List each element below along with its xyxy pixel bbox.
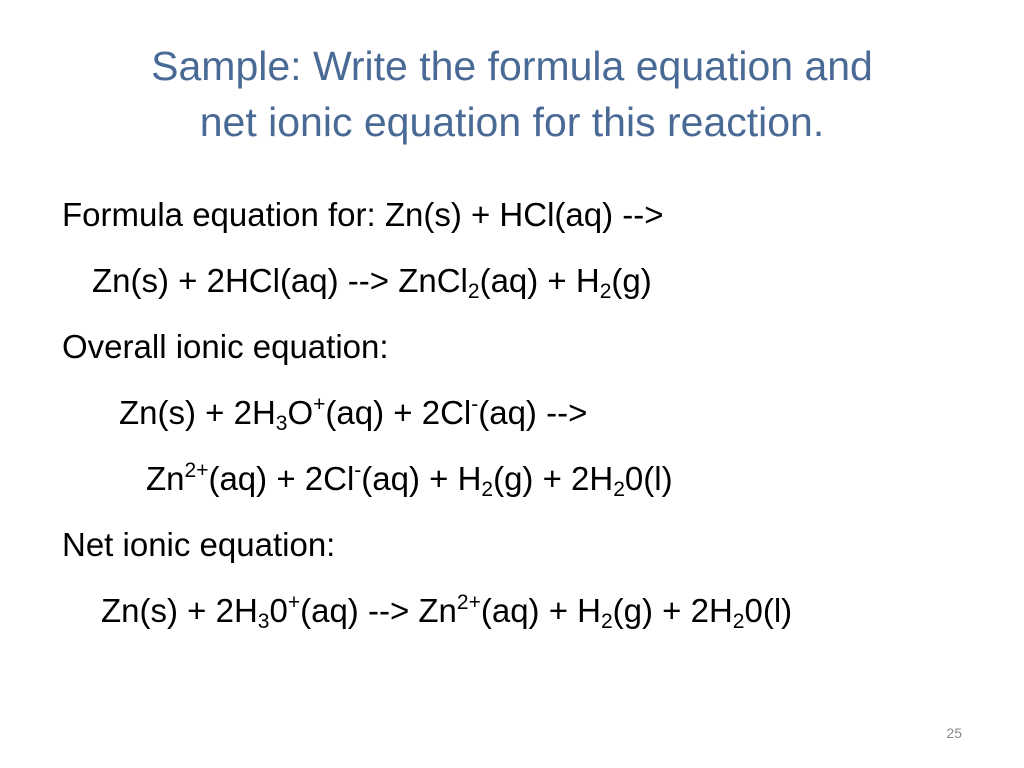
subscript: 2	[732, 610, 745, 633]
subscript: 3	[257, 610, 270, 633]
subscript: 2	[613, 478, 625, 501]
net-ionic-heading	[62, 525, 335, 565]
text-run: O	[287, 394, 314, 431]
subscript: 3	[275, 412, 288, 435]
text-run: (g)	[611, 262, 652, 299]
text-run: Zn	[146, 460, 185, 497]
slide-title-line-2: net ionic equation for this reaction.	[199, 99, 825, 145]
subscript: 2	[467, 280, 480, 303]
superscript: 2+	[456, 591, 481, 614]
text-run: Zn(s) + 2H	[119, 394, 276, 431]
superscript: -	[471, 393, 479, 416]
text-run: (aq) + 2Cl	[208, 460, 355, 497]
subscript: 2	[481, 478, 494, 501]
text-run: (aq) -->	[478, 394, 588, 431]
superscript: +	[287, 591, 301, 614]
superscript: 2+	[184, 459, 209, 482]
superscript: +	[313, 393, 326, 416]
superscript: -	[354, 459, 362, 482]
text-run: Net ionic equation:	[62, 526, 336, 563]
text-run: 0	[269, 592, 288, 629]
net-ionic-equation	[101, 591, 792, 631]
text-run: Formula equation for: Zn(s) + HCl(aq) -->	[62, 196, 664, 233]
overall-ionic-products	[146, 459, 673, 499]
text-run: 0(l)	[624, 460, 673, 497]
subscript: 2	[600, 610, 613, 633]
overall-ionic-reactants	[119, 393, 587, 433]
formula-equation	[92, 261, 652, 301]
text-run: (aq) --> Zn	[300, 592, 457, 629]
slide-title-line-1: Sample: Write the formula equation and	[151, 43, 873, 89]
text-run: Zn(s) + 2H	[101, 592, 258, 629]
text-run: (aq) + H	[479, 262, 600, 299]
slide-number: 25	[946, 725, 962, 741]
text-run: Overall ionic equation:	[62, 328, 389, 365]
overall-ionic-heading	[62, 327, 389, 367]
text-run: (aq) + H	[361, 460, 482, 497]
formula-equation-heading	[62, 195, 664, 235]
slide-title	[40, 38, 984, 150]
text-run: (g) + 2H	[612, 592, 733, 629]
text-run: (aq) + 2Cl	[325, 394, 472, 431]
text-run: (aq) + H	[480, 592, 601, 629]
text-run: Zn(s) + 2HCl(aq) --> ZnCl	[92, 262, 468, 299]
text-run: (g) + 2H	[493, 460, 614, 497]
subscript: 2	[599, 280, 612, 303]
text-run: 0(l)	[744, 592, 793, 629]
